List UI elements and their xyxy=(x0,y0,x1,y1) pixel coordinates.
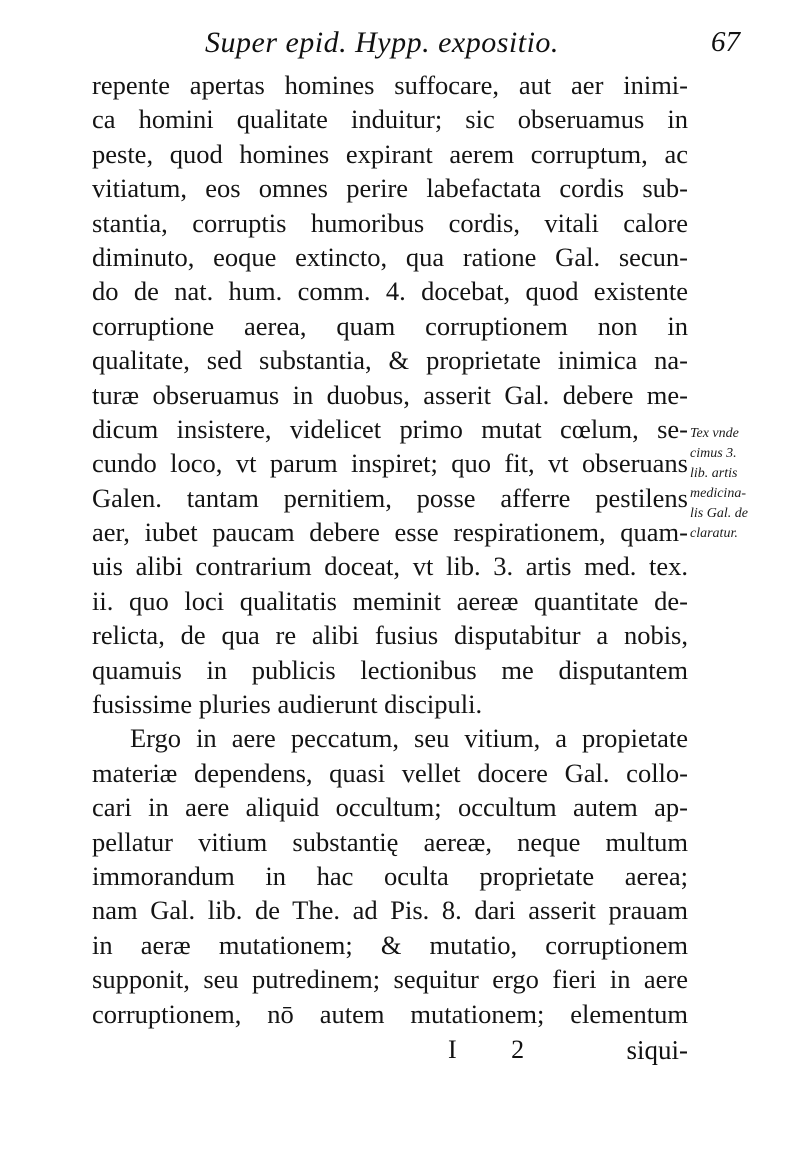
text-line: cundo loco, vt parum inspiret; quo fit, vt obseruans xyxy=(92,448,688,479)
running-head: Super epid. Hypp. expositio. xyxy=(205,26,559,59)
text-line: uis alibi contrarium doceat, vt lib. 3. artis med. tex. xyxy=(92,551,688,582)
text-line: corruptione aerea, quam corruptionem non in xyxy=(92,310,688,341)
text-line: nam Gal. lib. de The. ad Pis. 8. dari asserit prauam xyxy=(92,895,688,926)
text-line: aer, iubet paucam debere esse respirationem, quam- xyxy=(92,517,688,548)
text-line: pellatur vitium substantię aereæ, neque multum xyxy=(92,826,688,857)
text-line: vitiatum, eos omnes perire labefactata cordis sub- xyxy=(92,173,688,204)
text-line: materiæ dependens, quasi vellet docere Gal. collo- xyxy=(92,757,688,788)
text-line: diminuto, eoque extincto, qua ratione Gal. secun- xyxy=(92,241,688,272)
text-line: supponit, seu putredinem; sequitur ergo fieri in aere xyxy=(92,964,688,995)
marginal-note-line: Tex vnde xyxy=(690,426,739,441)
text-line: cari in aere aliquid occultum; occultum autem ap- xyxy=(92,792,688,823)
text-line: peste, quod homines expirant aerem corruptum, ac xyxy=(92,138,688,169)
marginal-note-line: claratur. xyxy=(690,526,738,541)
text-line-paragraph-end: fusissime pluries audierunt discipuli. xyxy=(92,689,483,720)
text-line: relicta, de qua re alibi fusius disputabitur a nobis, xyxy=(92,620,688,651)
marginal-note-line: medicina- xyxy=(690,486,746,501)
page-number: 67 xyxy=(711,26,740,58)
main-text-block xyxy=(92,68,688,1031)
text-line-paragraph-start: Ergo in aere peccatum, seu vitium, a propietate xyxy=(130,723,688,754)
text-line: in aeræ mutationem; & mutatio, corruptionem xyxy=(92,929,688,960)
marginal-note-line: lis Gal. de xyxy=(690,506,748,521)
marginal-note-line: cimus 3. xyxy=(690,446,737,461)
text-line: turæ obseruamus in duobus, asserit Gal. debere me- xyxy=(92,379,688,410)
text-line: immorandum in hac oculta proprietate aerea; xyxy=(92,860,688,891)
text-line: qualitate, sed substantia, & proprietate inimica na- xyxy=(92,345,688,376)
text-line: quamuis in publicis lectionibus me disputantem xyxy=(92,654,688,685)
marginal-note-line: lib. artis xyxy=(690,466,738,481)
catchword: siqui- xyxy=(626,1035,688,1065)
text-line: corruptionem, nō autem mutationem; elementum xyxy=(92,998,688,1029)
page-footer xyxy=(92,1035,688,1069)
text-line: dicum insistere, videlicet primo mutat cœlum, se- xyxy=(92,413,688,444)
text-line: repente apertas homines suffocare, aut aer inimi- xyxy=(92,70,688,100)
marginal-note xyxy=(690,424,776,544)
text-line: stantia, corruptis humoribus cordis, vitali calore xyxy=(92,207,688,238)
text-line: do de nat. hum. comm. 4. docebat, quod existente xyxy=(92,276,688,307)
signature-mark: I 2 xyxy=(448,1035,549,1064)
text-line: Galen. tantam pernitiem, posse afferre pestilens xyxy=(92,482,688,513)
text-line: ca homini qualitate induitur; sic obseruamus in xyxy=(92,104,688,135)
page-header xyxy=(205,26,740,62)
text-line: ii. quo loci qualitatis meminit aereæ quantitate de- xyxy=(92,585,688,616)
